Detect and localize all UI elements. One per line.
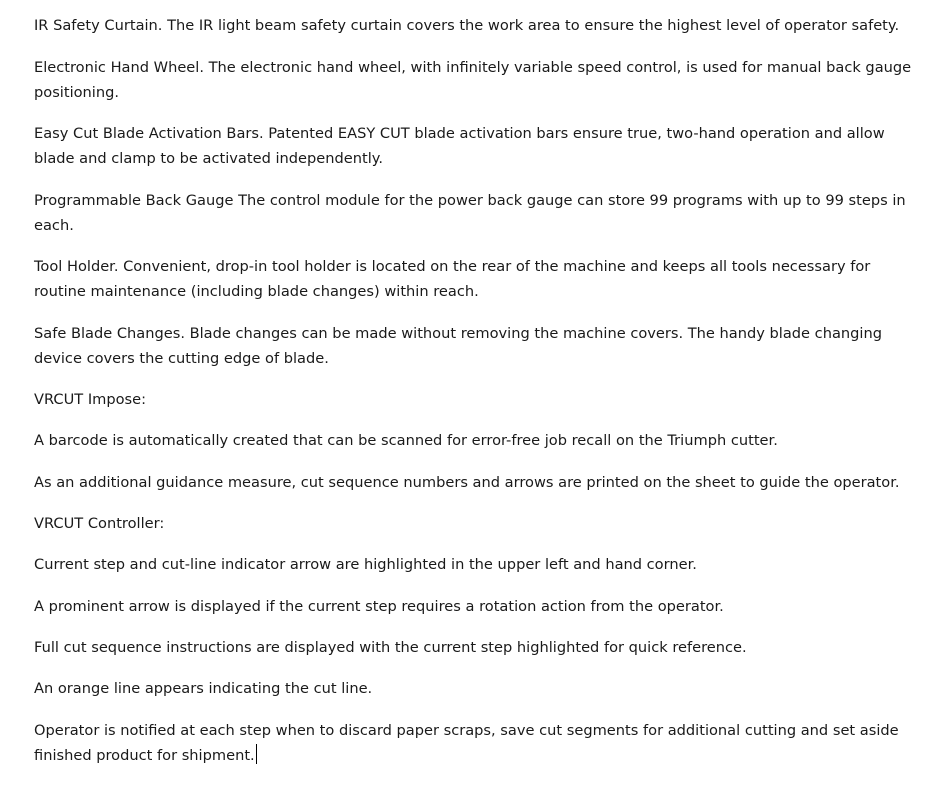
paragraph-prominent-arrow[interactable]: A prominent arrow is displayed if the current step requires a rotation action from the operator. [34,598,724,615]
paragraph-barcode[interactable]: A barcode is automatically created that can be scanned for error-free job recall on the Triumph cutter. [34,432,778,449]
text-cursor [256,744,257,764]
paragraph-full-cut-sequence[interactable]: Full cut sequence instructions are displayed with the current step highlighted for quick reference. [34,639,747,656]
heading-vrcut-impose[interactable]: VRCUT Impose: [34,391,147,408]
paragraph-easy-cut-blade[interactable]: Easy Cut Blade Activation Bars. Patented EASY CUT blade activation bars ensure true, two-hand operation and allow blade and clamp to be activated independently. [34,125,885,167]
paragraph-orange-line[interactable]: An orange line appears indicating the cut line. [34,680,373,697]
paragraph-operator-notified-text: Operator is notified at each step when to discard paper scraps, save cut segments for additional cutting and set aside finished product for shipment. [34,722,899,764]
paragraph-current-step[interactable]: Current step and cut-line indicator arrow are highlighted in the upper left and hand corner. [34,556,697,573]
heading-vrcut-controller[interactable]: VRCUT Controller: [34,515,165,532]
paragraph-ir-safety-curtain[interactable]: IR Safety Curtain. The IR light beam safety curtain covers the work area to ensure the highest level of operator safety. [34,17,900,34]
paragraph-tool-holder[interactable]: Tool Holder. Convenient, drop-in tool holder is located on the rear of the machine and keeps all tools necessary for routine maintenance (including blade changes) within reach. [34,258,871,300]
paragraph-programmable-back-gauge[interactable]: Programmable Back Gauge The control module for the power back gauge can store 99 programs with up to 99 steps in each. [34,192,906,234]
paragraph-operator-notified[interactable] [34,718,914,768]
paragraph-electronic-hand-wheel[interactable]: Electronic Hand Wheel. The electronic hand wheel, with infinitely variable speed control, is used for manual back gauge positioning. [34,59,912,101]
paragraph-safe-blade-changes[interactable]: Safe Blade Changes. Blade changes can be made without removing the machine covers. The handy blade changing device covers the cutting edge of blade. [34,325,882,367]
paragraph-guidance-measure[interactable]: As an additional guidance measure, cut sequence numbers and arrows are printed on the sheet to guide the operator. [34,474,900,491]
